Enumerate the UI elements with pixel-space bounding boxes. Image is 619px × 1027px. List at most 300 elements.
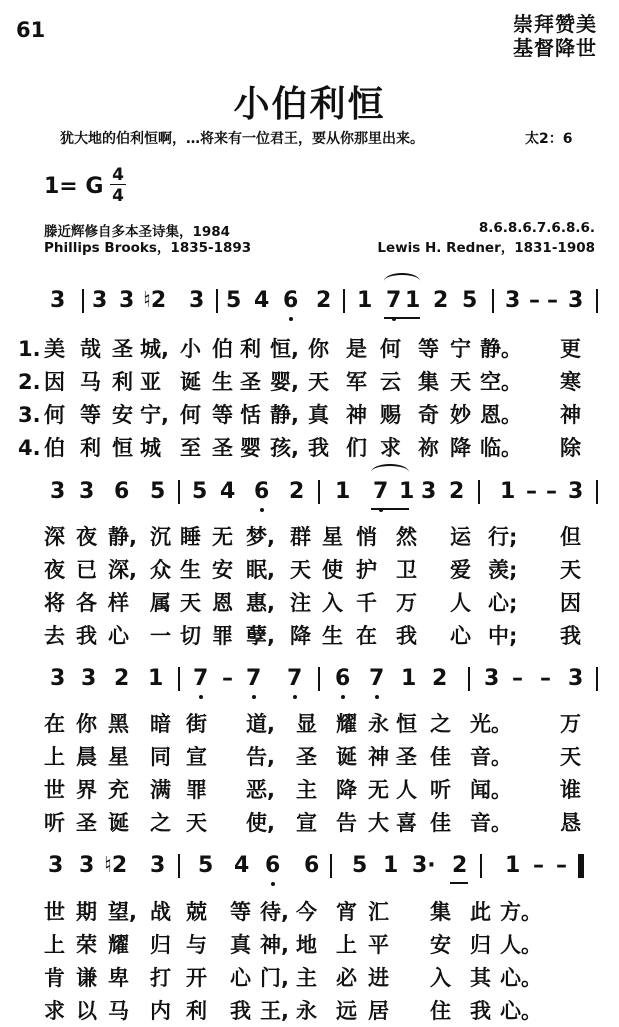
lyric-syllable: 入	[430, 966, 451, 990]
lyric-syllable: 听	[430, 778, 451, 802]
lyric-syllable: 一	[150, 624, 171, 648]
lyric-row-verse-4	[0, 434, 619, 464]
barline	[596, 480, 598, 504]
lyric-syllable: 云	[380, 370, 401, 394]
lyric-syllable: 方。	[500, 900, 542, 924]
lyric-syllable: 汇	[368, 900, 389, 924]
lyric-syllable: 万	[396, 591, 417, 615]
lyric-syllable: 奇	[418, 403, 439, 427]
lyric-syllable: 心	[450, 624, 471, 648]
lyric-syllable: 至	[180, 436, 201, 460]
lyric-syllable: 天	[308, 370, 329, 394]
lyric-row-verse-3	[0, 964, 619, 994]
note: 7	[193, 666, 209, 691]
note: 2	[316, 288, 332, 313]
note: 7	[369, 666, 385, 691]
note: –	[556, 853, 567, 878]
lyric-syllable: 伯	[44, 436, 65, 460]
lyric-syllable: 小	[180, 337, 201, 361]
note: 2	[433, 288, 449, 313]
note: 1	[399, 479, 415, 504]
note: 6	[304, 853, 320, 878]
lyric-syllable: 集	[418, 370, 439, 394]
lyric-syllable: 黑	[108, 712, 129, 736]
lyric-syllable: 去	[44, 624, 65, 648]
note: 1	[401, 666, 417, 691]
note: 3	[189, 288, 205, 313]
lyric-syllable: 注	[290, 591, 311, 615]
lyric-syllable: 谁	[560, 778, 581, 802]
note: 3	[50, 666, 66, 691]
note: –	[547, 288, 558, 313]
lyric-syllable: 使,	[246, 811, 275, 835]
lyric-syllable: 赐	[380, 403, 401, 427]
lyric-syllable: 恒	[396, 712, 417, 736]
lyric-syllable: 马	[80, 370, 101, 394]
lyric-syllable: 利	[186, 999, 207, 1023]
lyric-syllable: 利	[240, 337, 261, 361]
note: 1	[500, 479, 516, 504]
lyric-syllable: 你	[308, 337, 329, 361]
lyric-syllable: 音。	[470, 745, 512, 769]
lyric-syllable: 打	[150, 966, 171, 990]
barline	[468, 667, 470, 691]
lyric-syllable: 远	[336, 999, 357, 1023]
note: 3·	[412, 853, 436, 878]
lyric-syllable: 我	[470, 999, 491, 1023]
lyric-syllable: 深	[44, 525, 65, 549]
lyric-syllable: 安	[112, 403, 133, 427]
barline	[343, 289, 345, 313]
lyric-row-verse-3	[0, 776, 619, 806]
scripture-quote: 犹大地的伯利恒啊，…将来有一位君王，要从你那里出来。	[60, 131, 424, 147]
lyric-syllable: 中;	[488, 624, 518, 648]
slur-mark	[371, 464, 409, 480]
lyric-syllable: 圣	[296, 745, 317, 769]
barline	[330, 854, 332, 878]
author-credit: Phillips Brooks，1835-1893	[44, 240, 252, 256]
lyric-syllable: 等	[418, 337, 439, 361]
lyric-syllable: 无	[368, 778, 389, 802]
lyric-row-verse-1	[0, 710, 619, 740]
note: 7	[373, 479, 389, 504]
note: 5	[226, 288, 242, 313]
lyric-syllable: 已	[76, 558, 97, 582]
lyric-syllable: 充	[108, 778, 129, 802]
lyric-syllable: 安	[430, 933, 451, 957]
note: 1	[148, 666, 164, 691]
lyric-syllable: 今	[296, 900, 317, 924]
lyric-syllable: 何	[44, 403, 65, 427]
lyric-syllable: 婴	[240, 436, 261, 460]
lyric-row-verse-4	[0, 997, 619, 1027]
lyric-syllable: 集	[430, 900, 451, 924]
lyric-syllable: 生	[322, 624, 343, 648]
lyric-syllable: 你	[76, 712, 97, 736]
lyric-syllable: 梦,	[246, 525, 275, 549]
note: 3	[119, 288, 135, 313]
lyric-syllable: 归	[470, 933, 491, 957]
lyric-syllable: 恒	[112, 436, 133, 460]
lyric-syllable: 以	[76, 999, 97, 1023]
lyric-syllable: 告	[336, 811, 357, 835]
lyric-syllable: 圣	[112, 337, 133, 361]
scripture-reference: 太2：6	[525, 131, 573, 147]
lyric-syllable: 之	[150, 811, 171, 835]
note: 6	[335, 666, 351, 691]
lyric-syllable: 佳	[430, 745, 451, 769]
note: 1	[335, 479, 351, 504]
note: 5	[150, 479, 166, 504]
lyric-syllable: 上	[336, 933, 357, 957]
lyric-syllable: 静,	[270, 403, 299, 427]
lyric-syllable: 在	[44, 712, 65, 736]
lyric-syllable: 惠,	[246, 591, 275, 615]
note: 3	[92, 288, 108, 313]
lyric-syllable: 除	[560, 436, 581, 460]
note: ♮2	[104, 853, 128, 878]
meter: 8.6.8.6.7.6.8.6.	[478, 220, 595, 236]
lyric-syllable: 天	[290, 558, 311, 582]
lyric-syllable: 人	[396, 778, 417, 802]
barline	[178, 480, 180, 504]
lyric-syllable: 深,	[108, 558, 137, 582]
lyric-row-verse-1	[0, 335, 619, 365]
lyric-syllable: 求	[44, 999, 65, 1023]
lyric-syllable: 真	[230, 933, 251, 957]
barline	[492, 289, 494, 313]
lyric-syllable: 利	[80, 436, 101, 460]
lyric-syllable: 宣	[186, 745, 207, 769]
lyric-syllable: 们	[346, 436, 367, 460]
lyric-syllable: 4.	[18, 436, 41, 460]
lyric-syllable: 羡;	[488, 558, 518, 582]
lyric-syllable: 入	[322, 591, 343, 615]
lyric-syllable: 孽,	[246, 624, 275, 648]
note: 2	[114, 666, 130, 691]
lyric-syllable: 生	[212, 370, 233, 394]
note: –	[540, 666, 551, 691]
lyric-syllable: 空。	[480, 370, 522, 394]
lyric-syllable: 等	[80, 403, 101, 427]
barline	[596, 667, 598, 691]
note: 3	[48, 853, 64, 878]
lyric-syllable: 宵	[336, 900, 357, 924]
lyric-syllable: 罪	[186, 778, 207, 802]
lyric-syllable: 祢	[418, 436, 439, 460]
lyric-syllable: 待,	[260, 900, 289, 924]
lyric-syllable: 大	[368, 811, 389, 835]
note: –	[546, 479, 557, 504]
eighth-note-beam	[371, 508, 409, 510]
key-signature: 1= G	[44, 174, 104, 199]
lyric-syllable: 夜	[76, 525, 97, 549]
barline	[216, 289, 218, 313]
lyric-row-verse-4	[0, 809, 619, 839]
note: 3	[81, 666, 97, 691]
note: 3	[568, 288, 584, 313]
final-barline	[578, 854, 584, 878]
lyric-syllable: 圣	[76, 811, 97, 835]
lyric-syllable: 降	[290, 624, 311, 648]
lyric-syllable: 使	[322, 558, 343, 582]
lyric-syllable: 圣	[240, 370, 261, 394]
lyric-syllable: 天	[560, 558, 581, 582]
lyric-syllable: 星	[322, 525, 343, 549]
note: 3	[484, 666, 500, 691]
note: 7	[246, 666, 262, 691]
note: 5	[462, 288, 478, 313]
lyric-syllable: 等	[212, 403, 233, 427]
note: 5	[352, 853, 368, 878]
lyric-syllable: 天	[450, 370, 471, 394]
lyric-syllable: 哉	[80, 337, 101, 361]
lyric-syllable: 运	[450, 525, 471, 549]
lyric-syllable: 其	[470, 966, 491, 990]
music-line-4	[0, 852, 619, 892]
lyric-syllable: 界	[76, 778, 97, 802]
page-number: 61	[16, 18, 46, 42]
lyric-syllable: 城	[140, 436, 161, 460]
lyric-syllable: 心。	[500, 966, 542, 990]
lyric-syllable: 安	[212, 558, 233, 582]
lyric-syllable: 1.	[18, 337, 41, 361]
note: 2	[452, 853, 468, 878]
lyric-syllable: 心。	[500, 999, 542, 1023]
lyric-syllable: 住	[430, 999, 451, 1023]
lyric-syllable: 神	[560, 403, 581, 427]
lyric-syllable: 千	[356, 591, 377, 615]
lyric-syllable: 我	[396, 624, 417, 648]
lyric-syllable: 临。	[480, 436, 522, 460]
lyric-syllable: 美	[44, 337, 65, 361]
lyric-syllable: 主	[296, 778, 317, 802]
note: 4	[220, 479, 236, 504]
lyric-syllable: 闻。	[470, 778, 512, 802]
lyric-syllable: 告,	[246, 745, 275, 769]
lyric-syllable: 世	[44, 778, 65, 802]
lyric-syllable: 真	[308, 403, 329, 427]
song-title: 小伯利恒	[233, 84, 386, 125]
lyric-syllable: 在	[356, 624, 377, 648]
lyric-syllable: 孩,	[270, 436, 299, 460]
note: 7	[386, 288, 402, 313]
lyric-syllable: 恩。	[480, 403, 522, 427]
lyric-syllable: 神	[368, 745, 389, 769]
eighth-note-beam	[384, 317, 420, 319]
lyric-syllable: 然	[396, 525, 417, 549]
note: 1	[405, 288, 421, 313]
note: 3	[150, 853, 166, 878]
lyric-syllable: 我	[308, 436, 329, 460]
lyric-row-verse-3	[0, 589, 619, 619]
lyric-row-verse-2	[0, 368, 619, 398]
lyric-syllable: 听	[44, 811, 65, 835]
lyric-syllable: 心;	[488, 591, 518, 615]
lyric-syllable: 归	[150, 933, 171, 957]
lyric-syllable: 3.	[18, 403, 41, 427]
lyric-syllable: 永	[296, 999, 317, 1023]
time-signature-divider	[110, 184, 126, 185]
lyric-syllable: 生	[180, 558, 201, 582]
lyric-syllable: 利	[112, 370, 133, 394]
lyric-syllable: 等	[230, 900, 251, 924]
lyric-syllable: 诞	[180, 370, 201, 394]
lyric-syllable: 人	[450, 591, 471, 615]
barline	[318, 480, 320, 504]
lyric-syllable: 星	[108, 745, 129, 769]
lyric-syllable: 降	[450, 436, 471, 460]
note: 3	[50, 479, 66, 504]
lyric-syllable: 因	[44, 370, 65, 394]
lyric-syllable: 降	[336, 778, 357, 802]
lyric-syllable: 光。	[470, 712, 512, 736]
lyric-row-verse-2	[0, 931, 619, 961]
lyric-syllable: 谦	[76, 966, 97, 990]
note: 2	[432, 666, 448, 691]
note: 4	[234, 853, 250, 878]
lyric-row-verse-4	[0, 622, 619, 652]
lyric-syllable: 恒,	[270, 337, 299, 361]
lyric-syllable: 众	[150, 558, 171, 582]
lyric-syllable: 街	[186, 712, 207, 736]
music-line-1	[0, 287, 619, 327]
lyric-syllable: 神,	[260, 933, 289, 957]
lyric-syllable: 我	[230, 999, 251, 1023]
lyric-syllable: 战	[150, 900, 171, 924]
lyric-syllable: 宁,	[140, 403, 169, 427]
lyric-syllable: 静。	[480, 337, 522, 361]
lyric-syllable: 恩	[212, 591, 233, 615]
lyric-syllable: 进	[368, 966, 389, 990]
lyric-syllable: 肯	[44, 966, 65, 990]
lyric-syllable: 主	[296, 966, 317, 990]
lyric-syllable: 耀	[108, 933, 129, 957]
lyric-row-verse-1	[0, 523, 619, 553]
lyric-syllable: 恶,	[246, 778, 275, 802]
lyric-syllable: 与	[186, 933, 207, 957]
lyric-syllable: 宁	[450, 337, 471, 361]
lyric-syllable: 军	[346, 370, 367, 394]
lyric-syllable: 求	[380, 436, 401, 460]
lyric-syllable: 亚	[140, 370, 161, 394]
lyric-syllable: 睡	[180, 525, 201, 549]
lyric-syllable: 伯	[212, 337, 233, 361]
note: 3	[568, 479, 584, 504]
lyric-syllable: 内	[150, 999, 171, 1023]
lyric-syllable: 天	[186, 811, 207, 835]
lyric-syllable: 永	[368, 712, 389, 736]
lyric-syllable: 平	[368, 933, 389, 957]
lyric-syllable: 人。	[500, 933, 542, 957]
lyric-syllable: 音。	[470, 811, 512, 835]
lyric-syllable: 恳	[560, 811, 581, 835]
lyric-syllable: 妙	[450, 403, 471, 427]
note: 6	[283, 288, 299, 313]
lyric-syllable: 此	[470, 900, 491, 924]
lyric-syllable: 属	[150, 591, 171, 615]
barline	[178, 854, 180, 878]
barline	[82, 289, 84, 313]
note: 5	[198, 853, 214, 878]
lyric-syllable: 居	[368, 999, 389, 1023]
lyric-syllable: 是	[346, 337, 367, 361]
lyric-row-verse-3	[0, 401, 619, 431]
note: 2	[449, 479, 465, 504]
lyric-syllable: 我	[76, 624, 97, 648]
lyric-syllable: 心	[230, 966, 251, 990]
lyric-syllable: 上	[44, 933, 65, 957]
lyric-syllable: 2.	[18, 370, 41, 394]
note: 1	[357, 288, 373, 313]
lyric-syllable: 群	[290, 525, 311, 549]
lyric-syllable: 爱	[450, 558, 471, 582]
lyric-syllable: 悄	[356, 525, 377, 549]
lyric-syllable: 道,	[246, 712, 275, 736]
note: 1	[505, 853, 521, 878]
lyric-syllable: 开	[186, 966, 207, 990]
lyric-syllable: 神	[346, 403, 367, 427]
lyric-syllable: 但	[560, 525, 581, 549]
lyric-syllable: 卫	[396, 558, 417, 582]
note: –	[533, 853, 544, 878]
lyric-syllable: 心	[108, 624, 129, 648]
eighth-note-beam	[450, 882, 468, 884]
note: ♮2	[143, 288, 167, 313]
lyric-syllable: 更	[560, 337, 581, 361]
note: 3	[50, 288, 66, 313]
barline	[480, 854, 482, 878]
lyric-syllable: 各	[76, 591, 97, 615]
lyric-syllable: 喜	[396, 811, 417, 835]
lyric-syllable: 荣	[76, 933, 97, 957]
lyric-syllable: 圣	[212, 436, 233, 460]
lyric-syllable: 门,	[260, 966, 289, 990]
lyric-syllable: 暗	[150, 712, 171, 736]
lyric-syllable: 天	[560, 745, 581, 769]
lyric-syllable: 马	[108, 999, 129, 1023]
lyric-row-verse-2	[0, 556, 619, 586]
lyric-syllable: 将	[44, 591, 65, 615]
barline	[178, 667, 180, 691]
lyric-syllable: 之	[430, 712, 451, 736]
note: 4	[254, 288, 270, 313]
lyric-syllable: 晨	[76, 745, 97, 769]
lyric-syllable: 佳	[430, 811, 451, 835]
lyric-syllable: 何	[380, 337, 401, 361]
lyric-row-verse-1	[0, 898, 619, 928]
lyric-syllable: 无	[212, 525, 233, 549]
barline	[318, 667, 320, 691]
book-title	[509, 12, 601, 60]
note: 3	[79, 853, 95, 878]
note: 6	[254, 479, 270, 504]
lyric-syllable: 切	[180, 624, 201, 648]
book-title-line2: 基督降世	[513, 36, 597, 60]
lyric-syllable: 寒	[560, 370, 581, 394]
composer-credit: Lewis H. Redner，1831-1908	[377, 240, 595, 256]
note: 3	[505, 288, 521, 313]
lyric-syllable: 期	[76, 900, 97, 924]
lyric-syllable: 卑	[108, 966, 129, 990]
lyrics-credit: 滕近辉修自多本圣诗集，1984	[44, 224, 231, 240]
lyric-syllable: 耀	[336, 712, 357, 736]
lyric-syllable: 显	[296, 712, 317, 736]
lyric-syllable: 行;	[488, 525, 518, 549]
lyric-syllable: 静,	[108, 525, 137, 549]
note: 2	[289, 479, 305, 504]
lyric-syllable: 眠,	[246, 558, 275, 582]
